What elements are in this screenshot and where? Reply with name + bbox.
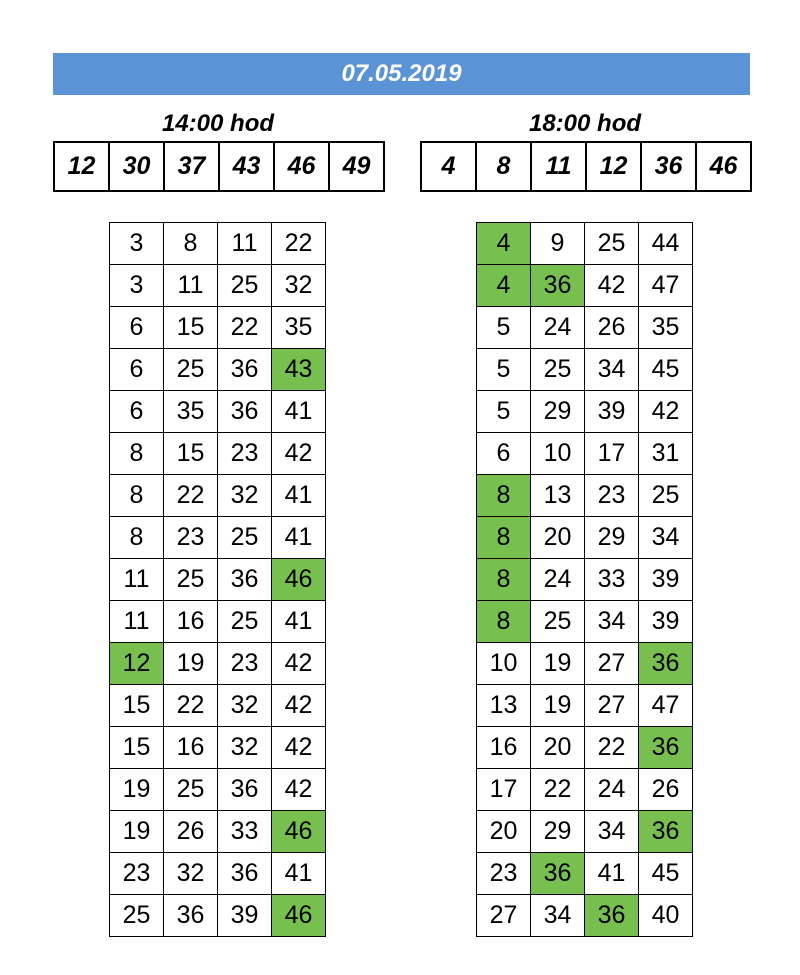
ticket-number: 42	[585, 265, 639, 307]
table-row	[110, 643, 326, 685]
ticket-number: 36	[639, 643, 693, 685]
ticket-number: 46	[272, 895, 326, 937]
ticket-number: 39	[218, 895, 272, 937]
ticket-number: 25	[164, 349, 218, 391]
ticket-number: 11	[110, 601, 164, 643]
ticket-number: 15	[164, 433, 218, 475]
ticket-table-1400	[109, 222, 326, 937]
ticket-number: 20	[531, 517, 585, 559]
table-row	[477, 391, 693, 433]
drawn-number: 46	[697, 141, 752, 192]
table-row	[110, 685, 326, 727]
ticket-number: 24	[585, 769, 639, 811]
ticket-number: 34	[585, 349, 639, 391]
ticket-number: 36	[218, 391, 272, 433]
ticket-number: 11	[164, 265, 218, 307]
ticket-number: 12	[110, 643, 164, 685]
table-row	[110, 349, 326, 391]
table-row	[477, 265, 693, 307]
draw-2-time: 18:00 hod	[528, 110, 642, 137]
table-row	[477, 601, 693, 643]
draw-2-numbers	[420, 141, 752, 192]
ticket-number: 5	[477, 349, 531, 391]
ticket-number: 23	[110, 853, 164, 895]
table-row	[110, 769, 326, 811]
ticket-number: 46	[272, 811, 326, 853]
ticket-number: 27	[477, 895, 531, 937]
ticket-number: 41	[272, 853, 326, 895]
ticket-number: 33	[585, 559, 639, 601]
ticket-number: 41	[272, 517, 326, 559]
table-row	[110, 391, 326, 433]
ticket-number: 42	[272, 769, 326, 811]
ticket-number: 8	[477, 475, 531, 517]
ticket-number: 36	[585, 895, 639, 937]
table-row	[110, 265, 326, 307]
table-row	[477, 811, 693, 853]
ticket-number: 34	[585, 601, 639, 643]
drawn-number: 12	[587, 141, 642, 192]
ticket-number: 47	[639, 685, 693, 727]
ticket-number: 36	[531, 853, 585, 895]
table-row	[477, 433, 693, 475]
table-row	[477, 895, 693, 937]
table-row	[110, 475, 326, 517]
drawn-number: 36	[642, 141, 697, 192]
ticket-number: 47	[639, 265, 693, 307]
ticket-number: 42	[272, 727, 326, 769]
drawn-number: 8	[477, 141, 532, 192]
ticket-number: 44	[639, 223, 693, 265]
table-row	[477, 223, 693, 265]
ticket-number: 25	[218, 265, 272, 307]
ticket-number: 3	[110, 223, 164, 265]
table-row	[110, 895, 326, 937]
ticket-number: 32	[218, 475, 272, 517]
date-label: 07.05.2019	[341, 60, 462, 87]
ticket-number: 16	[164, 601, 218, 643]
ticket-number: 33	[218, 811, 272, 853]
ticket-number: 22	[585, 727, 639, 769]
drawn-number: 30	[110, 141, 165, 192]
drawn-number: 4	[422, 141, 477, 192]
ticket-number: 4	[477, 223, 531, 265]
ticket-number: 15	[110, 727, 164, 769]
ticket-number: 26	[639, 769, 693, 811]
ticket-number: 3	[110, 265, 164, 307]
table-row	[110, 811, 326, 853]
ticket-number: 39	[585, 391, 639, 433]
ticket-number: 20	[531, 727, 585, 769]
ticket-number: 24	[531, 559, 585, 601]
ticket-number: 45	[639, 853, 693, 895]
ticket-number: 4	[477, 265, 531, 307]
ticket-number: 8	[110, 475, 164, 517]
ticket-number: 22	[272, 223, 326, 265]
ticket-number: 40	[639, 895, 693, 937]
table-row	[110, 559, 326, 601]
ticket-number: 29	[531, 811, 585, 853]
ticket-number: 25	[218, 517, 272, 559]
ticket-number: 22	[218, 307, 272, 349]
ticket-number: 8	[477, 601, 531, 643]
ticket-number: 39	[639, 601, 693, 643]
ticket-number: 17	[477, 769, 531, 811]
drawn-number: 46	[275, 141, 330, 192]
ticket-number: 32	[272, 265, 326, 307]
ticket-number: 22	[531, 769, 585, 811]
ticket-number: 41	[272, 391, 326, 433]
ticket-number: 25	[164, 559, 218, 601]
ticket-number: 36	[218, 769, 272, 811]
ticket-number: 8	[477, 559, 531, 601]
ticket-number: 23	[218, 433, 272, 475]
ticket-number: 20	[477, 811, 531, 853]
ticket-number: 25	[585, 223, 639, 265]
table-row	[477, 727, 693, 769]
ticket-number: 35	[272, 307, 326, 349]
ticket-number: 19	[531, 685, 585, 727]
ticket-number: 11	[110, 559, 164, 601]
ticket-number: 5	[477, 307, 531, 349]
ticket-number: 9	[531, 223, 585, 265]
drawn-number: 37	[165, 141, 220, 192]
date-header	[53, 53, 750, 95]
ticket-table-1800	[476, 222, 693, 937]
ticket-number: 5	[477, 391, 531, 433]
ticket-number: 22	[164, 475, 218, 517]
ticket-number: 46	[272, 559, 326, 601]
ticket-number: 42	[272, 685, 326, 727]
ticket-number: 42	[272, 643, 326, 685]
ticket-number: 32	[218, 685, 272, 727]
ticket-number: 34	[585, 811, 639, 853]
table-row	[477, 769, 693, 811]
table-row	[477, 643, 693, 685]
ticket-number: 36	[164, 895, 218, 937]
ticket-number: 36	[639, 727, 693, 769]
ticket-number: 6	[110, 391, 164, 433]
table-row	[110, 727, 326, 769]
ticket-number: 25	[164, 769, 218, 811]
ticket-number: 42	[639, 391, 693, 433]
table-row	[477, 475, 693, 517]
ticket-number: 29	[531, 391, 585, 433]
table-row	[110, 601, 326, 643]
drawn-number: 43	[220, 141, 275, 192]
ticket-number: 6	[110, 349, 164, 391]
ticket-number: 25	[110, 895, 164, 937]
table-row	[477, 307, 693, 349]
ticket-number: 19	[110, 811, 164, 853]
ticket-number: 6	[477, 433, 531, 475]
table-row	[110, 307, 326, 349]
ticket-number: 23	[477, 853, 531, 895]
ticket-number: 41	[585, 853, 639, 895]
ticket-number: 27	[585, 685, 639, 727]
table-row	[110, 433, 326, 475]
ticket-number: 23	[218, 643, 272, 685]
ticket-number: 13	[477, 685, 531, 727]
ticket-number: 41	[272, 475, 326, 517]
ticket-number: 8	[110, 433, 164, 475]
draw-1-numbers	[53, 141, 385, 192]
ticket-number: 13	[531, 475, 585, 517]
ticket-number: 6	[110, 307, 164, 349]
table-row	[110, 853, 326, 895]
ticket-number: 10	[477, 643, 531, 685]
ticket-number: 42	[272, 433, 326, 475]
ticket-number: 36	[531, 265, 585, 307]
ticket-number: 8	[164, 223, 218, 265]
ticket-number: 32	[164, 853, 218, 895]
ticket-number: 8	[110, 517, 164, 559]
table-row	[477, 685, 693, 727]
ticket-number: 8	[477, 517, 531, 559]
ticket-number: 19	[110, 769, 164, 811]
ticket-number: 36	[218, 349, 272, 391]
table-row	[110, 517, 326, 559]
ticket-number: 10	[531, 433, 585, 475]
ticket-number: 17	[585, 433, 639, 475]
drawn-number: 12	[55, 141, 110, 192]
ticket-number: 43	[272, 349, 326, 391]
ticket-number: 39	[639, 559, 693, 601]
ticket-number: 19	[164, 643, 218, 685]
ticket-number: 22	[164, 685, 218, 727]
ticket-number: 26	[585, 307, 639, 349]
table-row	[477, 517, 693, 559]
ticket-number: 19	[531, 643, 585, 685]
ticket-number: 36	[639, 811, 693, 853]
ticket-number: 29	[585, 517, 639, 559]
draw-1-time: 14:00 hod	[161, 110, 275, 137]
ticket-number: 36	[218, 559, 272, 601]
ticket-number: 16	[477, 727, 531, 769]
ticket-number: 25	[639, 475, 693, 517]
ticket-number: 26	[164, 811, 218, 853]
ticket-number: 36	[218, 853, 272, 895]
ticket-number: 34	[531, 895, 585, 937]
ticket-number: 24	[531, 307, 585, 349]
ticket-number: 25	[218, 601, 272, 643]
ticket-number: 11	[218, 223, 272, 265]
ticket-number: 25	[531, 601, 585, 643]
ticket-number: 16	[164, 727, 218, 769]
ticket-number: 34	[639, 517, 693, 559]
ticket-number: 45	[639, 349, 693, 391]
ticket-number: 23	[585, 475, 639, 517]
ticket-number: 27	[585, 643, 639, 685]
table-row	[477, 349, 693, 391]
table-row	[477, 559, 693, 601]
ticket-number: 15	[164, 307, 218, 349]
drawn-number: 49	[330, 141, 385, 192]
drawn-number: 11	[532, 141, 587, 192]
ticket-number: 32	[218, 727, 272, 769]
ticket-number: 35	[164, 391, 218, 433]
table-row	[110, 223, 326, 265]
ticket-number: 15	[110, 685, 164, 727]
ticket-number: 23	[164, 517, 218, 559]
ticket-number: 31	[639, 433, 693, 475]
ticket-number: 35	[639, 307, 693, 349]
ticket-number: 41	[272, 601, 326, 643]
ticket-number: 25	[531, 349, 585, 391]
table-row	[477, 853, 693, 895]
